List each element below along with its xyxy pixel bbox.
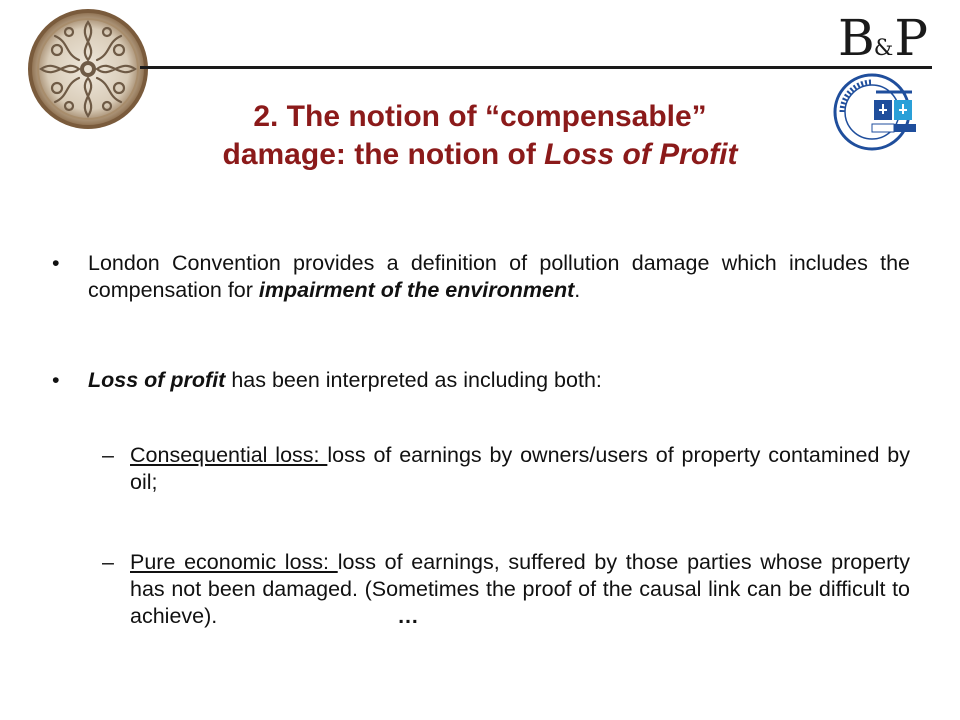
subitem-consequential-loss [102, 442, 910, 496]
bullet-mark: • [52, 251, 60, 275]
title-line-1: 2. The notion of “compensable” [253, 100, 707, 133]
subitem-text [130, 442, 910, 496]
header-rule [140, 66, 932, 69]
dash-mark: – [102, 443, 114, 467]
continuation-ellipsis: … [397, 604, 419, 628]
bullet-text-part: London Convention provides a definition of pollution damage which includes the compensation for [88, 251, 910, 302]
subitem-text [130, 549, 910, 630]
title-line-2 [130, 136, 830, 174]
bullet-emphasis: impairment of the environment [258, 278, 575, 302]
dash-mark: – [102, 550, 114, 574]
title-line-2-text: damage: the notion of [222, 138, 545, 171]
subitem-definition: loss of earnings by owners/users of property contamined by oil; [130, 443, 910, 494]
subitem-pure-economic-loss [102, 549, 910, 630]
bullet-text [88, 250, 910, 304]
subitem-term: Pure economic loss: [130, 550, 338, 574]
subitem-term: Consequential loss: [130, 443, 328, 467]
brand-logo: B&P [838, 9, 926, 67]
bullet-text-part: has been interpreted as including both: [225, 368, 602, 392]
bullet-loss-of-profit [50, 367, 910, 394]
bullet-text-end: . [574, 278, 581, 302]
bullet-london-convention [50, 250, 910, 304]
subitem-definition: loss of earnings, suffered by those parties whose property has not been damaged. (Sometimes the proof of the causal link can be difficult to achieve). [130, 550, 910, 628]
bullet-emphasis: Loss of profit [88, 368, 226, 392]
title-line-2-emphasis: Loss of Profit [544, 138, 738, 171]
slide-title [130, 98, 830, 174]
bullet-text [88, 367, 910, 394]
bullet-mark: • [52, 368, 60, 392]
iso-certification-badge-icon [832, 72, 926, 152]
